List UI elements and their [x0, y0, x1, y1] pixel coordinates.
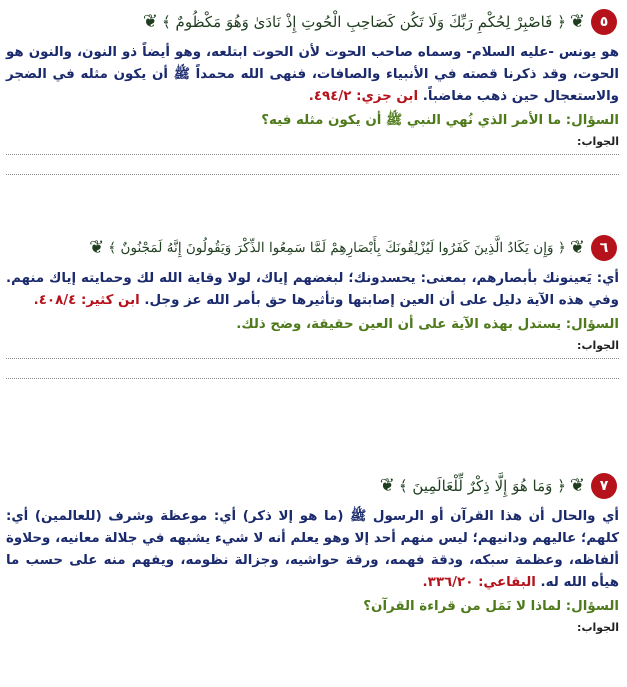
answer-line[interactable]: [6, 378, 619, 379]
section-7: [6, 456, 619, 687]
question-text: السؤال: يستدل بهذه الآية على أن العين حقيقة، وضح ذلك.: [236, 317, 619, 332]
ornament-left-icon: ❦: [89, 237, 105, 258]
tafsir-paragraph: [6, 268, 619, 312]
question-text: السؤال: ما الأمر الذي نُهي النبي ﷺ أن يكون مثله فيه؟: [261, 113, 619, 128]
answer-label: الجواب:: [577, 621, 619, 634]
ornament-right-icon: ❦: [569, 475, 585, 496]
verse-header: [6, 2, 619, 42]
tafsir-reference: ابن جزي: ٤٩٤/٢.: [308, 89, 419, 104]
ornament-left-icon: ❦: [379, 475, 395, 496]
verse-text: ﴿ وَمَا هُوَ إِلَّا ذِكْرٌ لِّلْعَالَمِينَ ﴾: [398, 477, 566, 495]
tafsir-text: هو يونس -عليه السلام- وسماه صاحب الحوت لأن الحوت ابتلعه، وهو أيضاً ذو النون، والنون هو الحوت، وقد ذكرنا قصته في الأنبياء والصافات، فنهى الله محمداً ﷺ أن يكون مثله في الضجر والاستعجال حين ذهب مغاضباً.: [6, 45, 619, 104]
verse-frame: [89, 239, 585, 257]
tafsir-text: أي: يَعينونك بأبصارهم، بمعنى: يحسدونك؛ لبغضهم إياك، لولا وقاية الله لك وحمايته إياك منهم. وفي هذه الآية دليل على أن العين إصابتها وتأثيرها حق بأمر الله عز وجل.: [6, 271, 619, 308]
answer-line[interactable]: [6, 358, 619, 359]
question-text: السؤال: لماذا لا نَمَل من قراءة القرآن؟: [363, 599, 619, 614]
answer-line[interactable]: [6, 154, 619, 155]
verse-header: [6, 466, 619, 506]
tafsir-paragraph: [6, 42, 619, 108]
verse-frame: [143, 13, 585, 31]
section-6: [6, 224, 619, 456]
verse-text: ﴿ وَإِن يَكَادُ الَّذِينَ كَفَرُوا لَيُزْلِقُونَكَ بِأَبْصَارِهِمْ لَمَّا سَمِعُوا الذِّكْرَ وَيَقُولُونَ إِنَّهُ لَمَجْنُونٌ ﴾: [108, 240, 566, 256]
answer-label: الجواب:: [577, 339, 619, 352]
ornament-right-icon: ❦: [569, 11, 585, 32]
tafsir-text: أي والحال أن هذا القرآن أو الرسول ﷺ (ما هو إلا ذكر) أي: موعظة وشرف (للعالمين) أي: كلهم؛ عاليهم ودانيهم؛ ليس منهم أحد إلا وهو يعلم أنه لا شيء يشبهه في جلالة معانيه، وحلاوة ألفاظه، وعظمة سبكه، ودقة فهمه، ورقة حواشيه، وجزالة نظومه، ويفهم منه على حسب ما هيأه الله له.: [6, 509, 619, 590]
ornament-right-icon: ❦: [569, 237, 585, 258]
tafsir-reference: البقاعي: ٣٣٦/٢٠.: [422, 575, 536, 590]
answer-label: الجواب:: [577, 135, 619, 148]
verse-text: ﴿ فَاصْبِرْ لِحُكْمِ رَبِّكَ وَلَا تَكُن كَصَاحِبِ الْحُوتِ إِذْ نَادَىٰ وَهُوَ مَكْظُومٌ ﴾: [161, 13, 566, 31]
tafsir-reference: ابن كثير: ٤٠٨/٤.: [33, 293, 140, 308]
verse-number-badge: ٦: [591, 235, 617, 261]
answer-line[interactable]: [6, 174, 619, 175]
verse-number-badge: ٥: [591, 9, 617, 35]
verse-frame: [380, 477, 585, 495]
section-5: [6, 0, 619, 224]
tafsir-paragraph: [6, 506, 619, 594]
ornament-left-icon: ❦: [142, 11, 158, 32]
verse-header: [6, 228, 619, 268]
verse-number-badge: ٧: [591, 473, 617, 499]
